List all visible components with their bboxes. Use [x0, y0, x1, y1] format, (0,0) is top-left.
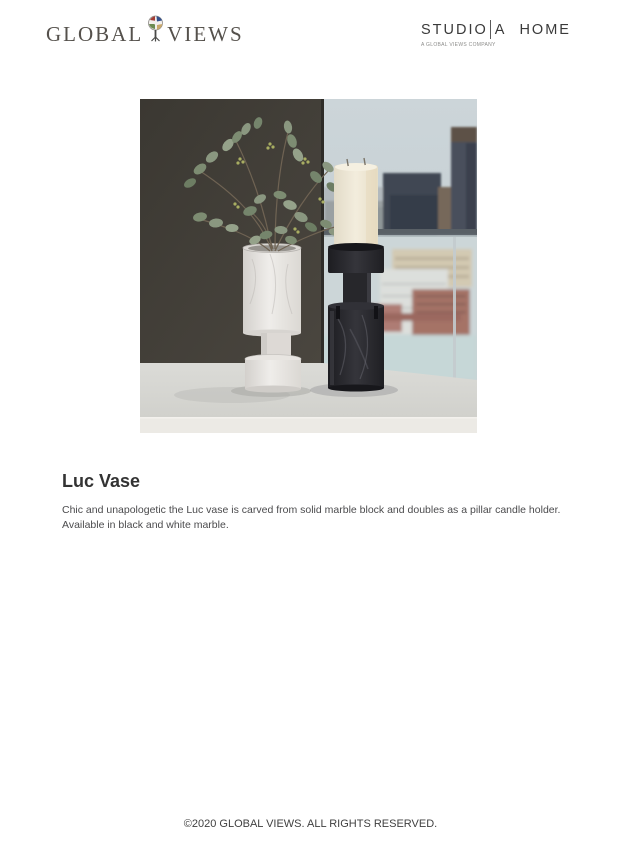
- railing-post: [453, 237, 456, 381]
- global-views-logo: [46, 18, 244, 50]
- product-description-line-1: Chic and unapologetic the Luc vase is carved from solid marble block and doubles as a pillar candle holder.: [62, 504, 561, 516]
- black-marble-candle-holder: [328, 243, 384, 392]
- tree-globe-icon: [147, 15, 164, 48]
- product-description-line-2: Available in black and white marble.: [62, 518, 229, 531]
- studio-a-home-tagline: A GLOBAL VIEWS COMPANY: [421, 42, 496, 48]
- product-photo-svg: [140, 99, 477, 433]
- studio-a-home-logo: [421, 20, 571, 48]
- studio-a-home-logo-studio: STUDIO: [421, 21, 488, 38]
- global-views-logo-word1: GLOBAL: [46, 21, 144, 46]
- copyright-notice: ©2020 GLOBAL VIEWS. ALL RIGHTS RESERVED.: [183, 818, 438, 830]
- studio-a-home-logo-home: HOME: [519, 21, 571, 38]
- studio-a-home-logo-a: A: [494, 21, 507, 38]
- product-photo: [140, 99, 477, 433]
- logo-divider-bar: [490, 20, 491, 39]
- product-description: [62, 503, 582, 532]
- white-marble-vase: [243, 244, 301, 393]
- pillar-candle: [334, 158, 378, 251]
- global-views-logo-word2: VIEWS: [167, 21, 244, 46]
- product-title: Luc Vase: [62, 471, 141, 491]
